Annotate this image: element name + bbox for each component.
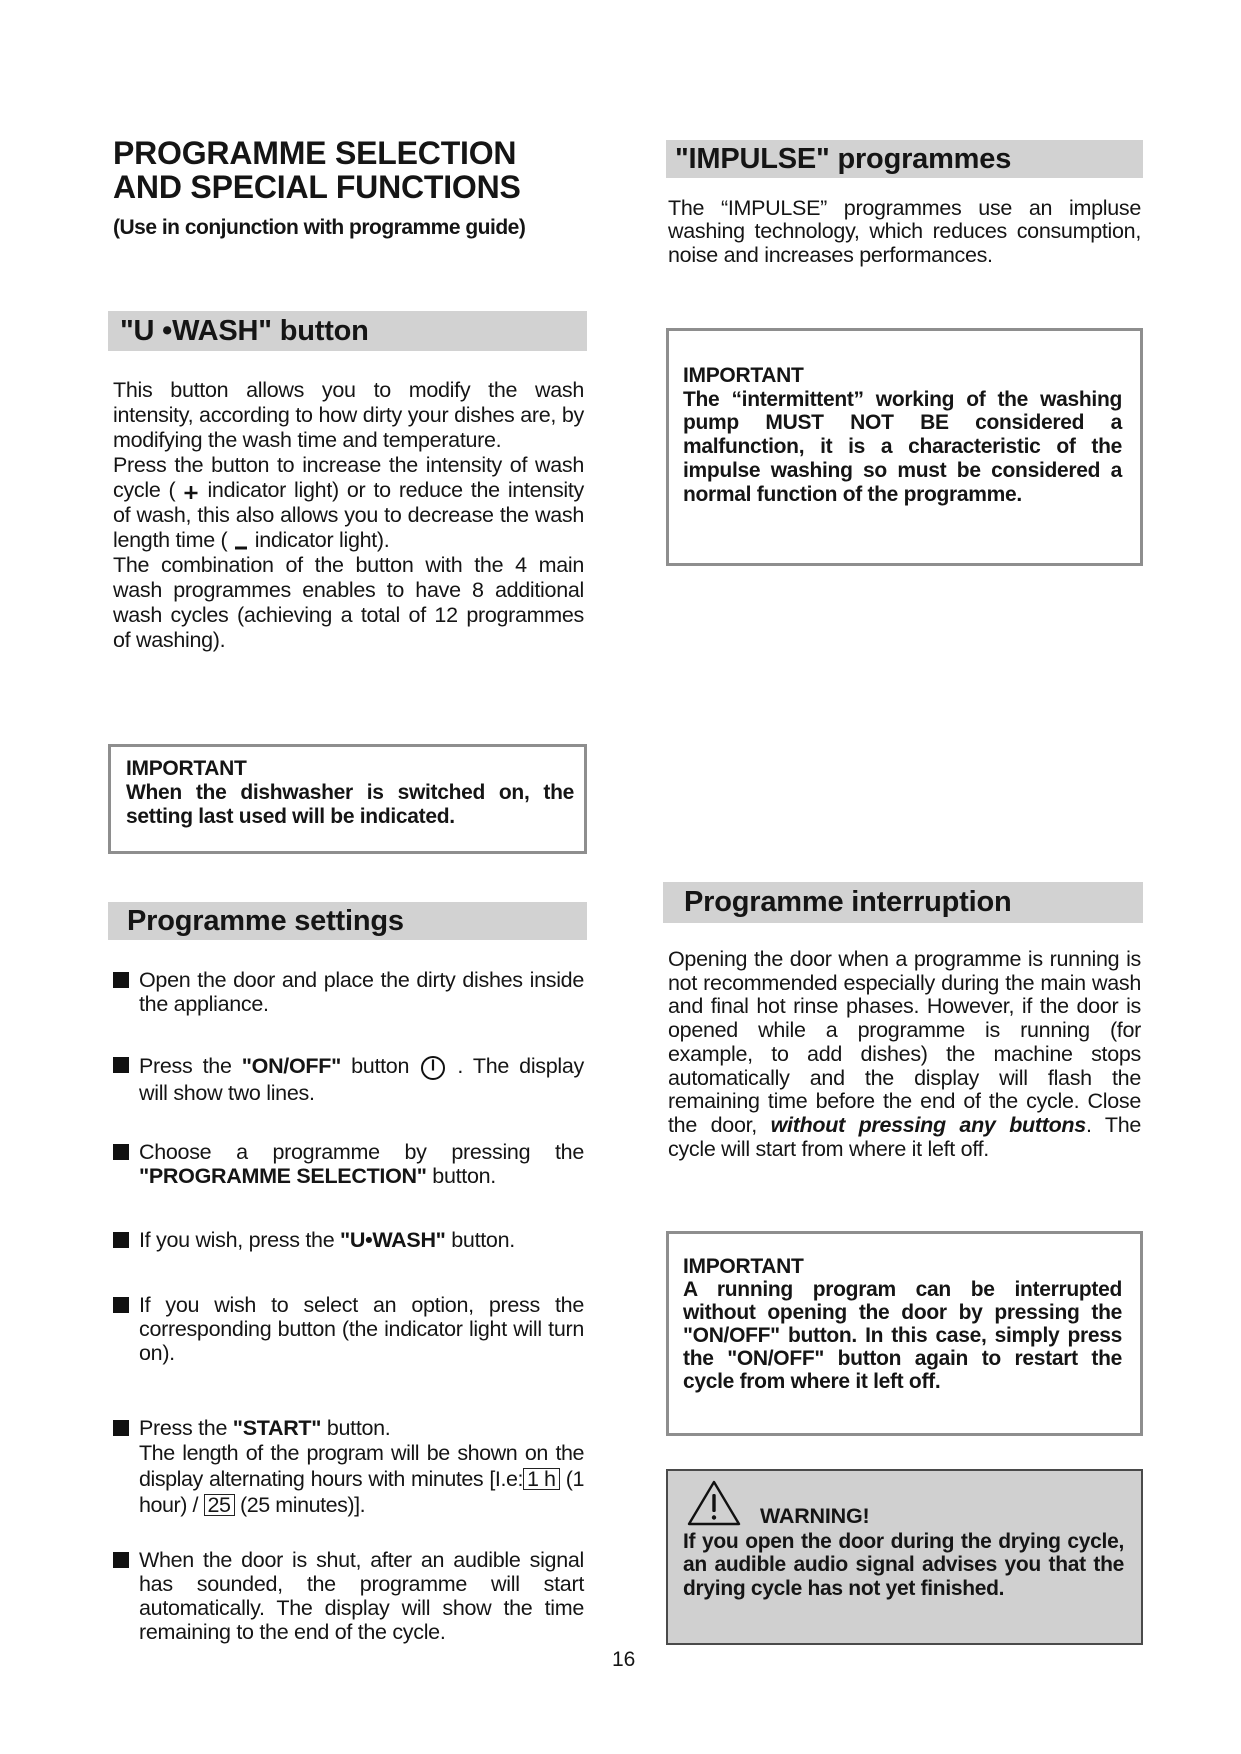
- minus-indicator-icon: [233, 534, 249, 550]
- step-text: If you wish to select an option, press the corresponding button (the indicator light will turn on).: [139, 1293, 584, 1365]
- bullet-square-marker: [113, 1420, 129, 1436]
- detail-text: The length of the program will be shown on the display alternating hours with minutes [I.e:: [139, 1441, 584, 1491]
- important-label: IMPORTANT: [126, 757, 247, 780]
- page-title-line-2: AND SPECIAL FUNCTIONS: [113, 169, 521, 205]
- uwash-heading-text: "U •WASH" button: [120, 315, 369, 347]
- uwash-paragraph-3: The combination of the button with the 4 main wash programmes enables to have 8 additional wash cycles (achieving a total of 12 programmes of washing).: [113, 553, 584, 652]
- settings-step-4: [139, 1228, 584, 1252]
- impulse-important-box: [666, 328, 1143, 566]
- impulse-heading-text: "IMPULSE" programmes: [675, 143, 1012, 175]
- uwash-paragraph-1: This button allows you to modify the wash intensity, according to how dirty your dishes are, by modifying the wash time and temperature.: [113, 378, 584, 452]
- minutes-display-value: 25: [204, 1494, 235, 1516]
- bullet-square-marker: [113, 972, 129, 988]
- uwash-p2-text-b: indicator light) or to reduce the intensity of wash, this also allows you to decrease the wash length time (: [113, 478, 584, 552]
- important-text: A running program can be interrupted without opening the door by pressing the "ON/OFF" button. In this case, simply press the "ON/OFF" button again to restart the cycle from where it left off.: [683, 1278, 1122, 1393]
- settings-step-3: [139, 1140, 584, 1188]
- on-off-label: "ON/OFF": [241, 1054, 341, 1078]
- bullet-square-marker: [113, 1057, 129, 1073]
- interruption-text-b: . The cycle will start from where it left off.: [668, 1112, 1142, 1161]
- interruption-text-a: Opening the door when a programme is running is not recommended especially during the main wash and final hot rinse phases. However, if the door is opened while a programme is running (for example, to add dishes) the machine stops automatically and the display will flash the remaining time before the end of the cycle. Close the door,: [668, 947, 1141, 1137]
- bullet-square-marker: [113, 1144, 129, 1160]
- step-text-pre: Press the: [139, 1054, 242, 1078]
- uwash-p2-text-c: indicator light).: [249, 528, 390, 552]
- important-text: The “intermittent” working of the washing pump MUST NOT BE considered a malfunction, it is a characteristic of the impulse washing so must be considered a normal function of the programme.: [683, 387, 1122, 506]
- plus-indicator-icon: [183, 484, 199, 500]
- hours-text: (1 hour) /: [139, 1467, 584, 1517]
- step-text-pre: Press the: [139, 1416, 233, 1440]
- step-text-post: button.: [426, 1164, 496, 1188]
- important-label: IMPORTANT: [683, 364, 804, 387]
- uwash-paragraph-2: [113, 453, 584, 553]
- page-subtitle: (Use in conjunction with programme guide): [113, 216, 526, 239]
- uwash-important-box: [108, 744, 587, 854]
- impulse-section-heading: [666, 140, 1143, 178]
- settings-step-6: [139, 1416, 584, 1518]
- uwash-section-heading: [108, 311, 587, 351]
- important-text: When the dishwasher is switched on, the setting last used will be indicated.: [126, 781, 574, 828]
- step-text: When the door is shut, after an audible signal has sounded, the programme will start automatically. The display will show the time remaining to the end of the cycle.: [139, 1548, 584, 1644]
- settings-step-5: [139, 1293, 584, 1365]
- step-text: Open the door and place the dirty dishes inside the appliance.: [139, 968, 584, 1016]
- important-label: IMPORTANT: [683, 1255, 804, 1278]
- interruption-emphasis: without pressing any buttons: [770, 1112, 1086, 1137]
- programme-selection-label: "PROGRAMME SELECTION": [139, 1164, 427, 1188]
- impulse-description: The “IMPULSE” programmes use an impluse washing technology, which reduces consumption, noise and increases performances.: [668, 196, 1141, 267]
- step-text-post: . The display will show two lines.: [139, 1054, 584, 1105]
- warning-text: If you open the door during the drying cycle, an audible audio signal advises you that the drying cycle has not yet finished.: [683, 1530, 1124, 1600]
- interruption-description: [668, 948, 1141, 1161]
- settings-section-heading: [108, 902, 587, 940]
- step-text-pre: If you wish, press the: [139, 1228, 341, 1252]
- bullet-square-marker: [113, 1552, 129, 1568]
- page-title-line-1: PROGRAMME SELECTION: [113, 135, 517, 171]
- step-text-post: button.: [321, 1416, 391, 1440]
- page-number: 16: [612, 1648, 636, 1671]
- interruption-important-box: [666, 1231, 1143, 1436]
- uwash-description: [113, 378, 584, 653]
- uwash-p2-text-a: Press the button to increase the intensity of wash cycle (: [113, 453, 584, 502]
- step-detail: [139, 1440, 584, 1518]
- start-label: "START": [232, 1416, 322, 1440]
- page-title: [113, 136, 521, 204]
- settings-heading-text: Programme settings: [127, 905, 404, 937]
- bullet-square-marker: [113, 1297, 129, 1313]
- warning-label: WARNING!: [760, 1504, 870, 1528]
- step-text-pre: Choose a programme by pressing the: [139, 1140, 584, 1164]
- step-heading: [139, 1416, 584, 1440]
- interruption-section-heading: [663, 882, 1143, 923]
- uwash-label: "U•WASH": [340, 1228, 446, 1252]
- step-text-post: button.: [445, 1228, 515, 1252]
- minutes-text: (25 minutes)].: [234, 1493, 366, 1517]
- bullet-square-marker: [113, 1232, 129, 1248]
- settings-step-1: [139, 968, 584, 1016]
- warning-triangle-icon: [686, 1479, 742, 1527]
- interruption-heading-text: Programme interruption: [684, 886, 1012, 918]
- power-icon: [419, 1053, 447, 1081]
- settings-step-7: [139, 1548, 584, 1644]
- settings-step-2: [139, 1053, 584, 1105]
- hours-display-value: 1 h: [523, 1468, 560, 1490]
- step-text-mid: button: [340, 1054, 420, 1078]
- drying-warning-box: [666, 1469, 1143, 1645]
